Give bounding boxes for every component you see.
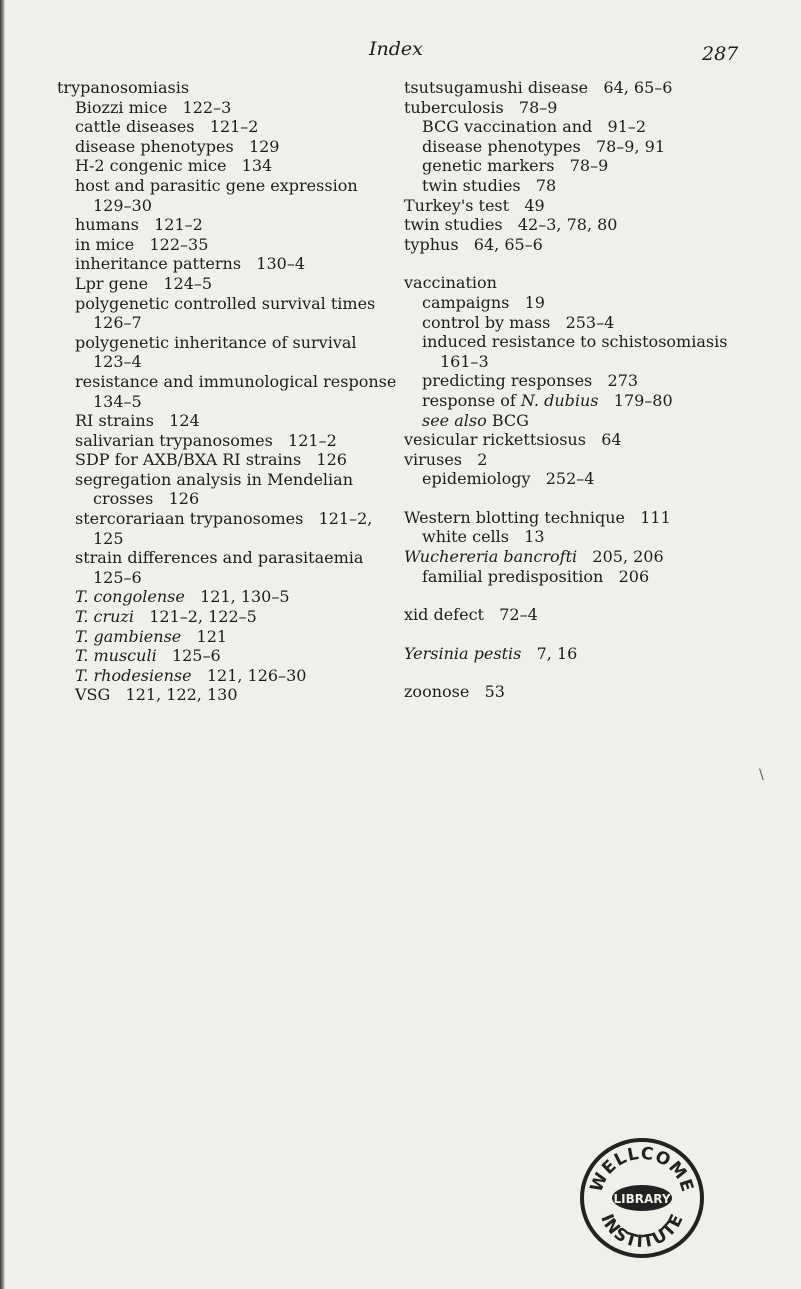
index-entry bbox=[404, 391, 749, 411]
index-entry bbox=[404, 508, 749, 528]
index-entry bbox=[57, 333, 377, 353]
entry-italic-term: T. gambiense bbox=[75, 626, 182, 646]
stamp-center-text: LIBRARY bbox=[613, 1192, 671, 1206]
index-entry bbox=[404, 196, 749, 216]
index-entry bbox=[57, 254, 377, 274]
index-entry bbox=[57, 548, 377, 568]
index-entry bbox=[57, 176, 377, 196]
entry-text: Biozzi mice 122–3 bbox=[75, 97, 232, 117]
entry-text: segregation analysis in Mendelian bbox=[75, 469, 354, 489]
index-entry bbox=[57, 117, 377, 137]
index-entry bbox=[57, 470, 377, 490]
index-entry bbox=[57, 235, 377, 255]
entry-text: in mice 122–35 bbox=[75, 234, 209, 254]
binding-edge bbox=[0, 0, 5, 1289]
entry-italic-term: T. cruzi bbox=[75, 607, 134, 627]
index-entry bbox=[57, 568, 377, 588]
index-entry bbox=[57, 666, 377, 686]
index-entry bbox=[57, 627, 377, 647]
index-entry bbox=[57, 607, 377, 627]
index-entry bbox=[404, 293, 749, 313]
entry-text: control by mass 253–4 bbox=[422, 312, 615, 332]
entry-text: host and parasitic gene expression bbox=[75, 175, 358, 195]
index-entry bbox=[57, 431, 377, 451]
entry-text: genetic markers 78–9 bbox=[422, 156, 609, 176]
index-entry bbox=[404, 313, 749, 333]
index-entry bbox=[57, 392, 377, 412]
entry-text: 125–6 bbox=[93, 567, 142, 587]
entry-text: tsutsugamushi disease 64, 65–6 bbox=[404, 78, 673, 97]
index-entry bbox=[57, 411, 377, 431]
index-entry bbox=[404, 156, 749, 176]
index-entry bbox=[404, 430, 749, 450]
index-entry bbox=[57, 78, 377, 98]
index-entry bbox=[404, 352, 749, 372]
entry-text: 126–7 bbox=[93, 313, 142, 333]
index-entry bbox=[57, 196, 377, 216]
entry-text: familial predisposition 206 bbox=[422, 566, 650, 586]
entry-text: vesicular rickettsiosus 64 bbox=[404, 430, 622, 450]
entry-text: 161–3 bbox=[440, 351, 489, 371]
stamp-top-text: WELLCOME bbox=[586, 1143, 698, 1196]
entry-text: tuberculosis 78–9 bbox=[404, 97, 558, 117]
entry-text: RI strains 124 bbox=[75, 411, 200, 431]
entry-text: cattle diseases 121–2 bbox=[75, 117, 259, 137]
entry-text: resistance and immunological response bbox=[75, 371, 397, 391]
index-entry bbox=[57, 352, 377, 372]
entry-text: disease phenotypes 78–9, 91 bbox=[422, 136, 666, 156]
entry-pages: 205, 206 bbox=[577, 547, 664, 567]
entry-text: vaccination bbox=[404, 273, 497, 293]
index-entry bbox=[404, 547, 749, 567]
running-header: Index bbox=[369, 38, 423, 60]
index-entry bbox=[404, 273, 749, 293]
entry-text: BCG vaccination and 91–2 bbox=[422, 117, 647, 137]
entry-pages: 125–6 bbox=[156, 646, 221, 666]
entry-text: inheritance patterns 130–4 bbox=[75, 254, 305, 274]
index-entry bbox=[404, 137, 749, 157]
entry-pages: 7, 16 bbox=[521, 643, 578, 663]
entry-italic-term: T. congolense bbox=[75, 587, 185, 607]
entry-text: SDP for AXB/BXA RI strains 126 bbox=[75, 450, 347, 470]
entry-pages: 121 bbox=[181, 626, 228, 646]
index-entry bbox=[404, 371, 749, 391]
index-entry bbox=[57, 294, 377, 314]
entry-italic-term: N. dubius bbox=[520, 390, 599, 410]
entry-text: salivarian trypanosomes 121–2 bbox=[75, 430, 337, 450]
entry-text: 123–4 bbox=[93, 352, 142, 372]
entry-text: zoonose 53 bbox=[404, 682, 505, 702]
entry-text: crosses 126 bbox=[93, 489, 200, 509]
index-entry bbox=[57, 98, 377, 118]
index-entry bbox=[404, 117, 749, 137]
stamp-bottom-text: INSTITUTE bbox=[596, 1210, 688, 1253]
entry-pages: 121, 130–5 bbox=[184, 587, 290, 607]
entry-text: polygenetic inheritance of survival bbox=[75, 332, 357, 352]
entry-text: disease phenotypes 129 bbox=[75, 136, 280, 156]
index-entry bbox=[404, 176, 749, 196]
entry-italic-term: Wuchereria bancrofti bbox=[404, 547, 578, 567]
entry-text: polygenetic controlled survival times bbox=[75, 293, 376, 313]
entry-text: epidemiology 252–4 bbox=[422, 469, 595, 489]
entry-text: strain differences and parasitaemia bbox=[75, 548, 364, 568]
entry-text: twin studies 78 bbox=[422, 175, 557, 195]
index-entry bbox=[57, 215, 377, 235]
entry-text: Western blotting technique 111 bbox=[404, 507, 671, 527]
entry-text: 125 bbox=[93, 528, 124, 548]
index-entry bbox=[57, 274, 377, 294]
index-entry bbox=[57, 587, 377, 607]
entry-text: campaigns 19 bbox=[422, 292, 545, 312]
entry-text: 134–5 bbox=[93, 391, 142, 411]
entry-text: predicting responses 273 bbox=[422, 371, 639, 391]
entry-text: humans 121–2 bbox=[75, 215, 203, 235]
entry-text: stercorariaan trypanosomes 121–2, bbox=[75, 509, 373, 529]
entry-text: twin studies 42–3, 78, 80 bbox=[404, 215, 618, 235]
index-column-right bbox=[404, 78, 749, 702]
entry-text: trypanosomiasis bbox=[57, 78, 190, 97]
entry-text: white cells 13 bbox=[422, 527, 545, 547]
index-entry bbox=[404, 682, 749, 702]
index-entry bbox=[404, 215, 749, 235]
entry-text: viruses 2 bbox=[404, 449, 488, 469]
page-number: 287 bbox=[702, 43, 739, 65]
entry-text: typhus 64, 65–6 bbox=[404, 234, 543, 254]
index-entry bbox=[57, 313, 377, 333]
index-entry bbox=[404, 98, 749, 118]
index-entry bbox=[57, 685, 377, 705]
entry-pages: 121–2, 122–5 bbox=[133, 607, 257, 627]
index-entry bbox=[57, 646, 377, 666]
index-entry bbox=[57, 371, 397, 392]
index-entry bbox=[404, 411, 749, 431]
index-entry bbox=[404, 469, 749, 489]
entry-text: H-2 congenic mice 134 bbox=[75, 156, 273, 176]
entry-text: induced resistance to schistosomiasis bbox=[422, 332, 728, 352]
entry-text: xid defect 72–4 bbox=[404, 605, 538, 625]
entry-pages: 121, 126–30 bbox=[191, 665, 307, 685]
entry-text: response of bbox=[422, 390, 521, 410]
index-entry bbox=[404, 332, 749, 352]
index-entry bbox=[57, 137, 377, 157]
entry-italic-term: T. musculi bbox=[75, 646, 157, 666]
library-stamp bbox=[577, 1134, 707, 1262]
entry-pages: BCG bbox=[486, 410, 529, 430]
index-entry bbox=[404, 78, 749, 98]
index-column-left bbox=[57, 78, 397, 705]
index-entry bbox=[404, 235, 749, 255]
index-entry bbox=[404, 644, 749, 664]
entry-text: VSG 121, 122, 130 bbox=[75, 685, 238, 705]
index-entry bbox=[404, 567, 749, 587]
index-entry bbox=[404, 527, 749, 547]
entry-italic-term: T. rhodesiense bbox=[75, 665, 192, 685]
index-entry bbox=[404, 450, 749, 470]
index-entry bbox=[57, 509, 377, 529]
index-entry bbox=[57, 156, 377, 176]
index-entry bbox=[57, 450, 377, 470]
entry-text: Turkey's test 49 bbox=[404, 195, 545, 215]
entry-pages: 179–80 bbox=[598, 390, 673, 410]
index-entry bbox=[57, 529, 377, 549]
entry-italic-term: see also bbox=[422, 410, 487, 430]
entry-text: Lpr gene 124–5 bbox=[75, 273, 213, 293]
index-entry bbox=[57, 489, 377, 509]
entry-italic-term: Yersinia pestis bbox=[404, 643, 522, 663]
stray-pen-mark: \ bbox=[759, 767, 764, 783]
entry-text: 129–30 bbox=[93, 195, 152, 215]
index-entry bbox=[404, 605, 749, 625]
